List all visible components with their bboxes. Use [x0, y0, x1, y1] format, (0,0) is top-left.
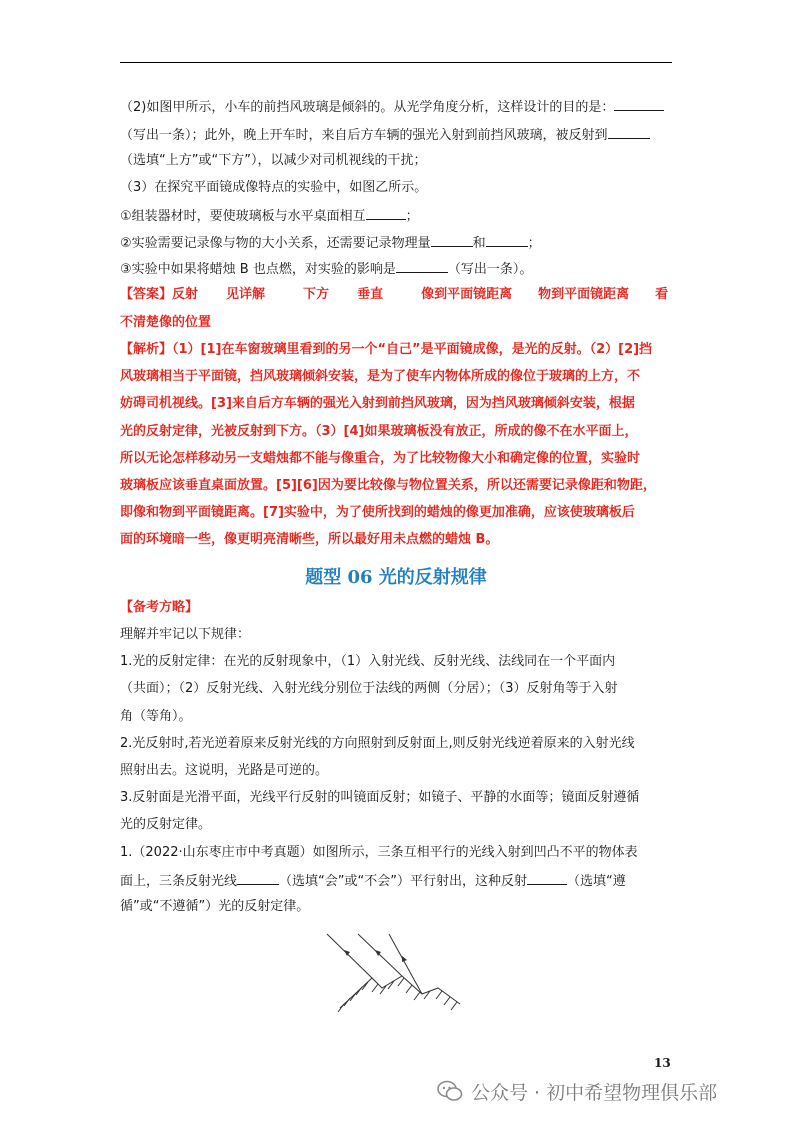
problem-1-line-1: 1.（2022·山东枣庄市中考真题）如图所示，三条互相平行的光线入射到凹凸不平的物体表 — [120, 845, 638, 860]
rule-2-line-1: 2.光反射时,若光逆着原来反射光线的方向照射到反射面上,则反射光线逆着原来的入射光线 — [120, 736, 635, 751]
explanation-line-1: 【解析】（1）[1]在车窗玻璃里看到的另一个“自己”是平面镜成像，是光的反射。（2）[2]挡 — [120, 342, 653, 357]
explanation-line-5: 所以无论怎样移动另一支蜡烛都不能与像重合，为了比较物像大小和确定像的位置，实验时 — [120, 451, 641, 466]
diffuse-reflection-figure — [320, 928, 470, 1018]
question-3-item-3: ③实验中如果将蜡烛 B 也点燃，对实验的影响是 （写出一条）。 — [120, 259, 680, 279]
rule-1-line-1: 1.光的反射定律：在光的反射现象中，（1）入射光线、反射光线、法线同在一个平面内 — [120, 654, 616, 669]
incident-ray-2 — [358, 934, 402, 976]
explanation-line-6: 玻璃板应该垂直桌面放置。[5][6]因为要比较像与物位置关系，所以还需要记录像距和物距， — [120, 478, 656, 493]
rule-1-line-3: 角（等角）。 — [120, 709, 192, 724]
answer-blank — [614, 97, 664, 111]
question-3-item-2: ②实验需要记录像与物的大小关系，还需要记录物理量 和 ； — [120, 233, 680, 253]
surface-hatching — [338, 978, 457, 1012]
rule-3-line-2: 光的反射定律。 — [120, 817, 212, 832]
answer-line-2: 不清楚像的位置 — [120, 315, 212, 330]
answer-blank — [486, 233, 528, 247]
answer-line-1: 【答案】反射 见详解 下方 垂直 像到平面镜距离 物到平面镜距离 看 — [120, 287, 669, 302]
section-title: 题型 06 光的反射规律 — [305, 567, 487, 588]
answer-blank — [431, 233, 473, 247]
explanation-line-3: 妨碍司机视线。[3]来自后方车辆的强光入射到前挡风玻璃，因为挡风玻璃倾斜安装，根据 — [120, 396, 635, 411]
answer-blank — [396, 259, 448, 273]
explanation-line-7: 即像和物到平面镜距离。[7]实验中，为了使所找到的蜡烛的像更加准确，应该使玻璃板后 — [120, 505, 635, 520]
page-number: 13 — [654, 1056, 671, 1070]
problem-1-line-2: 面上，三条反射光线 （选填“会”或“不会”）平行射出，这种反射 （选填“遵 — [120, 871, 680, 891]
explanation-line-8: 面的环境暗一些，像更明亮清晰些，所以最好用未点燃的蜡烛 B。 — [120, 532, 499, 547]
question-2-line-1: （2)如图甲所示，小车的前挡风玻璃是倾斜的。从光学角度分析，这样设计的目的是： — [120, 97, 680, 117]
question-2-line-2: （写出一条）；此外，晚上开车时，来自后方车辆的强光入射到前挡风玻璃，被反射到 — [120, 125, 680, 145]
explanation-line-2: 风玻璃相当于平面镜，挡风玻璃倾斜安装，是为了使车内物体所成的像位于玻璃的上方，不 — [120, 369, 641, 384]
header-rule — [120, 62, 672, 63]
problem-1-line-3: 循”或“不遵循”）光的反射定律。 — [120, 899, 310, 914]
incident-ray-3 — [389, 934, 422, 994]
question-3-item-1: ①组装器材时，要使玻璃板与水平桌面相互 ； — [120, 206, 680, 226]
question-2-line-3: （选填“上方”或“下方”），以减少对司机视线的干扰； — [120, 153, 427, 168]
answer-blank — [608, 125, 650, 139]
explanation-line-4: 光的反射定律，光被反射到下方。（3）[4]如果玻璃板没有放正，所成的像不在水平面上， — [120, 424, 638, 439]
wechat-icon — [437, 1079, 463, 1103]
rule-1-line-2: （共面）；（2）反射光线、入射光线分别位于法线的两侧（分居）；（3）反射角等于入射 — [120, 681, 618, 696]
prep-intro: 理解并牢记以下规律： — [120, 627, 251, 642]
prep-label: 【备考方略】 — [120, 600, 199, 615]
answer-blank — [527, 871, 567, 885]
rule-3-line-1: 3.反射面是光滑平面，光线平行反射的叫镜面反射；如镜子、平静的水面等；镜面反射遵循 — [120, 790, 640, 805]
arrowhead — [402, 956, 407, 962]
answer-blank — [237, 871, 279, 885]
question-3-line: （3）在探究平面镜成像特点的实验中，如图乙所示。 — [120, 180, 428, 195]
watermark — [437, 1076, 717, 1106]
rule-2-line-2: 照射出去。这说明，光路是可逆的。 — [120, 763, 329, 778]
watermark-text: 公众号 · 初中希望物理俱乐部 — [471, 1081, 718, 1104]
answer-blank — [366, 206, 406, 220]
